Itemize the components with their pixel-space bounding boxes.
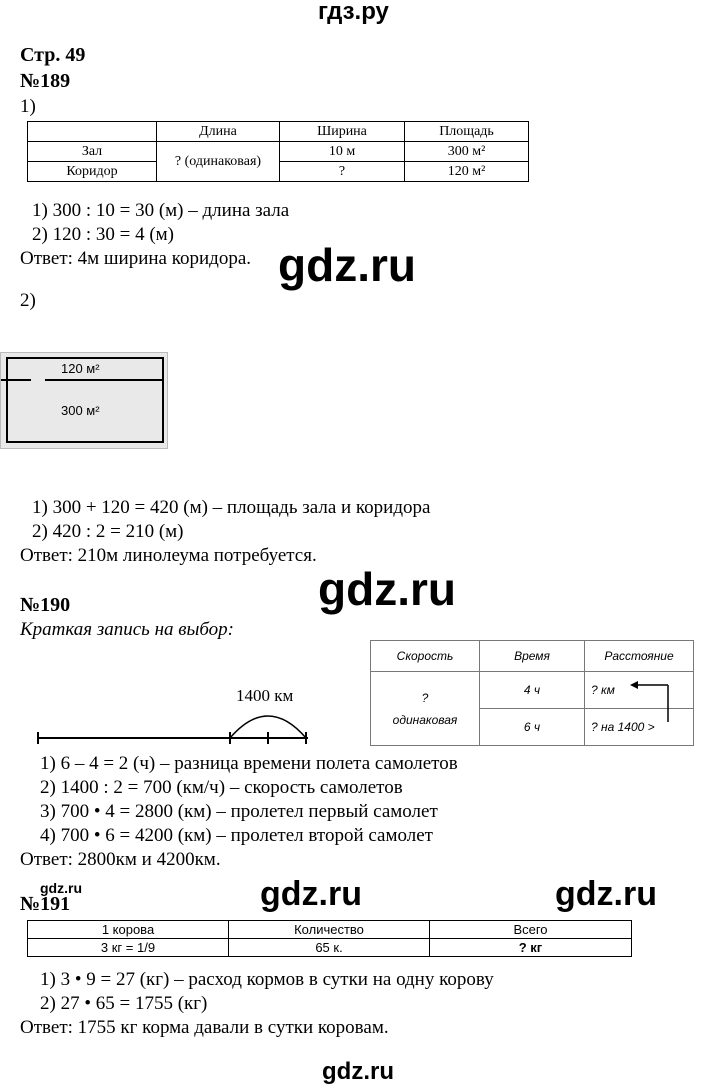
problem-190-subtitle: Краткая запись на выбор: — [20, 619, 235, 640]
table-cell: 4 ч — [480, 672, 585, 709]
table-cell: 65 к. — [229, 939, 430, 957]
step-line: 1) 3 • 9 = 27 (кг) – расход кормов в сутки на одну корову — [40, 969, 494, 990]
problem-189-title: №189 — [20, 70, 71, 92]
speed-question: ? — [421, 690, 429, 705]
watermark: gdz.ru — [322, 1058, 394, 1085]
step-line: 2) 27 • 65 = 1755 (кг) — [40, 993, 208, 1014]
table-header: Ширина — [280, 122, 405, 142]
table-header: Площадь — [405, 122, 529, 142]
table-cell: ? кг — [430, 939, 632, 957]
step-line: 2) 1400 : 2 = 700 (км/ч) – скорость самолетов — [40, 777, 403, 798]
table-191 — [27, 920, 632, 957]
table-header: Количество — [229, 921, 430, 939]
speed-text: одинаковая — [392, 712, 458, 727]
answer-line: Ответ: 210м линолеума потребуется. — [20, 545, 317, 566]
watermark: gdz.ru — [555, 875, 657, 913]
diagram-label-top: 120 м² — [61, 361, 100, 376]
diagram-gap — [31, 377, 45, 383]
step-line: 3) 700 • 4 = 2800 (км) – пролетел первый самолет — [40, 801, 438, 822]
answer-line: Ответ: 1755 кг корма давали в сутки коровам. — [20, 1017, 389, 1038]
part1-label: 1) — [20, 96, 36, 117]
step-line: 1) 300 + 120 = 420 (м) – площадь зала и коридора — [32, 497, 431, 518]
table-189 — [27, 121, 529, 182]
segment-label: 1400 км — [236, 686, 294, 705]
table-header: Всего — [430, 921, 632, 939]
table-header: Скорость — [371, 641, 480, 672]
site-header: гдз.ру — [318, 0, 389, 25]
table-header: Расстояние — [585, 641, 694, 672]
table-cell: ? км — [585, 672, 694, 709]
page-ref: Стр. 49 — [20, 44, 86, 66]
watermark-small: gdz.ru — [40, 880, 82, 896]
step-line: 4) 700 • 6 = 4200 (км) – пролетел второй самолет — [40, 825, 433, 846]
table-cell: ? на 1400 > — [585, 709, 694, 746]
table-cell — [371, 672, 480, 746]
table-row — [28, 939, 632, 957]
table-cell: 120 м² — [405, 162, 529, 182]
watermark: gdz.ru — [318, 563, 456, 615]
part2-label: 2) — [20, 290, 36, 311]
segment-diagram — [30, 700, 320, 750]
relation-arrow — [628, 678, 678, 728]
table-cell — [28, 122, 157, 142]
table-cell: 6 ч — [480, 709, 585, 746]
table-header: Длина — [157, 122, 280, 142]
table-header: 1 корова — [28, 921, 229, 939]
table-row — [371, 641, 694, 672]
step-line: 2) 420 : 2 = 210 (м) — [32, 521, 184, 542]
table-cell: 3 кг = 1/9 — [28, 939, 229, 957]
table-cell: Коридор — [28, 162, 157, 182]
table-cell: ? (одинаковая) — [157, 142, 280, 182]
problem-190-title: №190 — [20, 594, 71, 616]
table-cell: ? — [280, 162, 405, 182]
table-row — [28, 122, 529, 142]
answer-line: Ответ: 2800км и 4200км. — [20, 849, 221, 870]
step-line: 2) 120 : 30 = 4 (м) — [32, 224, 174, 245]
table-row — [28, 142, 529, 162]
table-cell: 10 м — [280, 142, 405, 162]
diagram-divider — [1, 379, 164, 381]
table-header: Время — [480, 641, 585, 672]
watermark: gdz.ru — [278, 239, 416, 291]
table-cell: Зал — [28, 142, 157, 162]
watermark: gdz.ru — [260, 875, 362, 913]
area-diagram — [0, 352, 168, 449]
table-cell: 300 м² — [405, 142, 529, 162]
problem-191-title: №191 — [20, 893, 71, 915]
answer-line: Ответ: 4м ширина коридора. — [20, 248, 252, 269]
step-line: 1) 300 : 10 = 30 (м) – длина зала — [32, 200, 290, 221]
step-line: 1) 6 – 4 = 2 (ч) – разница времени полета самолетов — [40, 753, 458, 774]
diagram-label-bottom: 300 м² — [61, 403, 100, 418]
table-row — [28, 921, 632, 939]
